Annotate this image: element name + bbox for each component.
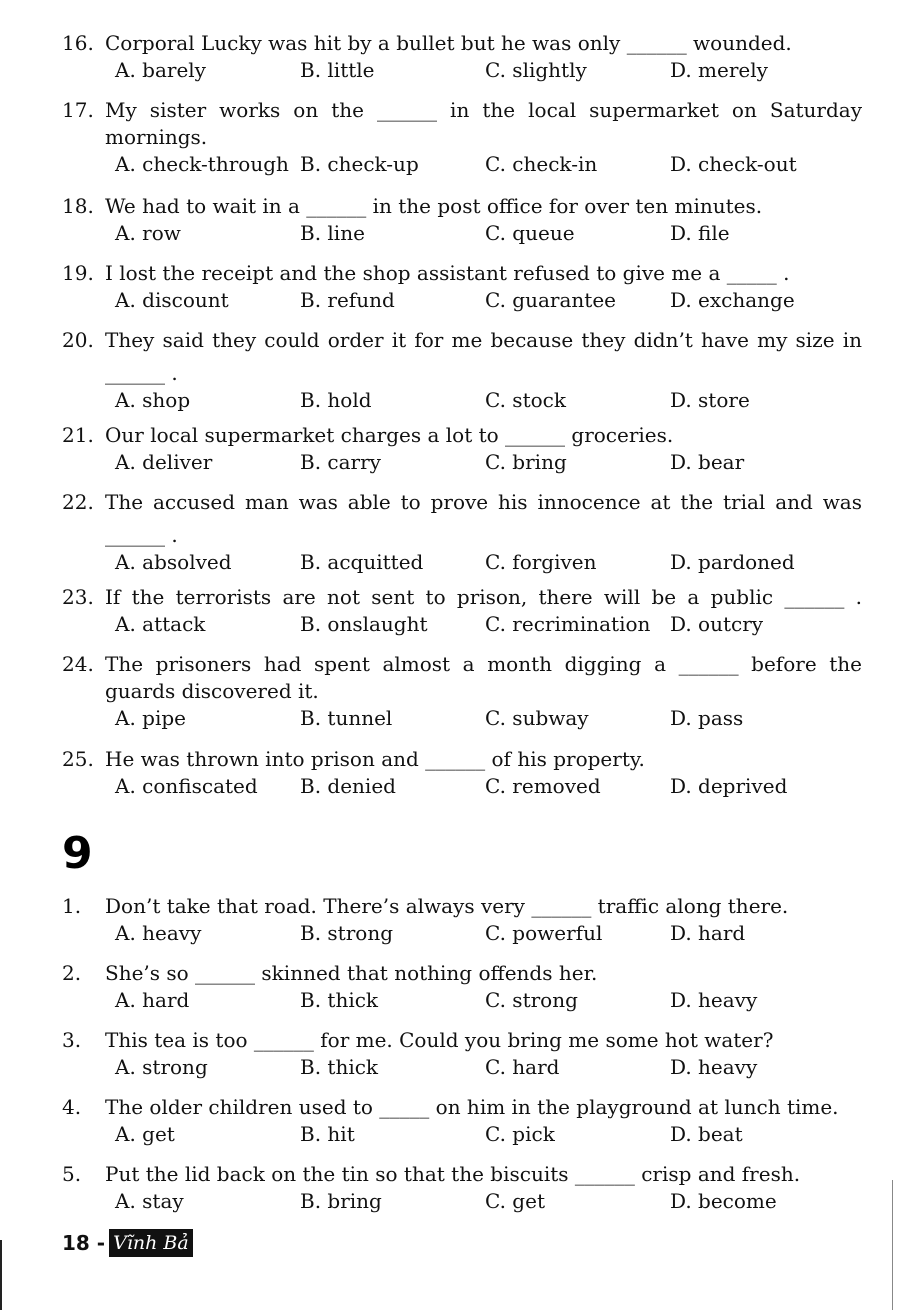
option-c: C. removed bbox=[485, 774, 601, 798]
option-b: B. acquitted bbox=[300, 550, 424, 574]
option-b: B. refund bbox=[300, 288, 395, 312]
scan-edge-mark bbox=[0, 1240, 2, 1310]
option-b: B. bring bbox=[300, 1189, 382, 1213]
option-a: A. pipe bbox=[115, 706, 186, 730]
question-16 bbox=[62, 30, 862, 84]
question-text: This tea is too ______ for me. Could you bring me some hot water? bbox=[105, 1028, 774, 1052]
option-d: D. exchange bbox=[670, 288, 795, 312]
question-number: 22. bbox=[62, 490, 94, 514]
question-3 bbox=[62, 1027, 862, 1081]
question-number: 24. bbox=[62, 652, 94, 676]
option-d: D. check-out bbox=[670, 152, 797, 176]
option-c: C. forgiven bbox=[485, 550, 597, 574]
option-d: D. pardoned bbox=[670, 550, 795, 574]
question-19 bbox=[62, 260, 862, 314]
option-b: B. carry bbox=[300, 450, 381, 474]
question-text: My sister works on the ______ in the local supermarket on Saturday bbox=[105, 98, 862, 122]
option-a: A. row bbox=[115, 221, 181, 245]
option-c: C. hard bbox=[485, 1055, 560, 1079]
option-c: C. bring bbox=[485, 450, 567, 474]
question-text: Our local supermarket charges a lot to ______ groceries. bbox=[105, 423, 674, 447]
option-a: A. stay bbox=[115, 1189, 184, 1213]
question-number: 23. bbox=[62, 585, 94, 609]
question-text: He was thrown into prison and ______ of his property. bbox=[105, 747, 645, 771]
option-c: C. subway bbox=[485, 706, 589, 730]
question-text-continued: guards discovered it. bbox=[105, 679, 319, 703]
option-a: A. shop bbox=[115, 388, 191, 412]
option-d: D. store bbox=[670, 388, 750, 412]
question-18 bbox=[62, 193, 862, 247]
question-4 bbox=[62, 1094, 862, 1148]
option-a: A. barely bbox=[115, 58, 206, 82]
option-a: A. deliver bbox=[115, 450, 213, 474]
option-a: A. attack bbox=[115, 612, 206, 636]
option-a: A. get bbox=[115, 1122, 175, 1146]
option-d: D. merely bbox=[670, 58, 768, 82]
option-a: A. hard bbox=[115, 988, 190, 1012]
question-text: They said they could order it for me because they didn’t have my size in bbox=[105, 328, 862, 352]
option-a: A. discount bbox=[115, 288, 229, 312]
question-text: The accused man was able to prove his innocence at the trial and was bbox=[105, 490, 862, 514]
question-text: We had to wait in a ______ in the post office for over ten minutes. bbox=[105, 194, 763, 218]
question-number: 5. bbox=[62, 1162, 82, 1186]
option-d: D. deprived bbox=[670, 774, 788, 798]
page-number: 18 - bbox=[62, 1231, 106, 1255]
question-number: 20. bbox=[62, 328, 94, 352]
option-a: A. absolved bbox=[115, 550, 232, 574]
section-heading: 9 bbox=[62, 828, 93, 879]
question-text: Corporal Lucky was hit by a bullet but he was only ______ wounded. bbox=[105, 31, 792, 55]
option-b: B. line bbox=[300, 221, 365, 245]
question-text: I lost the receipt and the shop assistant refused to give me a _____ . bbox=[105, 261, 790, 285]
option-d: D. heavy bbox=[670, 988, 758, 1012]
question-text: The older children used to _____ on him in the playground at lunch time. bbox=[105, 1095, 839, 1119]
question-text: Don’t take that road. There’s always very ______ traffic along there. bbox=[105, 894, 789, 918]
option-b: B. denied bbox=[300, 774, 396, 798]
question-17 bbox=[62, 97, 862, 178]
option-c: C. powerful bbox=[485, 921, 603, 945]
option-b: B. thick bbox=[300, 988, 379, 1012]
option-b: B. hold bbox=[300, 388, 372, 412]
question-number: 25. bbox=[62, 747, 94, 771]
option-c: C. queue bbox=[485, 221, 575, 245]
question-25 bbox=[62, 746, 862, 800]
question-22 bbox=[62, 489, 862, 576]
publisher-logo: Vĩnh Bả bbox=[109, 1229, 193, 1257]
option-b: B. thick bbox=[300, 1055, 379, 1079]
question-text: Put the lid back on the tin so that the biscuits ______ crisp and fresh. bbox=[105, 1162, 801, 1186]
option-b: B. little bbox=[300, 58, 375, 82]
option-b: B. hit bbox=[300, 1122, 355, 1146]
option-d: D. outcry bbox=[670, 612, 764, 636]
option-b: B. strong bbox=[300, 921, 393, 945]
option-c: C. slightly bbox=[485, 58, 587, 82]
option-b: B. check-up bbox=[300, 152, 419, 176]
option-d: D. beat bbox=[670, 1122, 743, 1146]
question-5 bbox=[62, 1161, 862, 1215]
question-number: 18. bbox=[62, 194, 94, 218]
option-d: D. hard bbox=[670, 921, 746, 945]
question-21 bbox=[62, 422, 862, 476]
option-d: D. heavy bbox=[670, 1055, 758, 1079]
option-c: C. get bbox=[485, 1189, 545, 1213]
question-2 bbox=[62, 960, 862, 1014]
page-footer bbox=[62, 1228, 193, 1258]
question-number: 16. bbox=[62, 31, 94, 55]
option-b: B. tunnel bbox=[300, 706, 393, 730]
question-text: The prisoners had spent almost a month digging a ______ before the bbox=[105, 652, 862, 676]
option-c: C. pick bbox=[485, 1122, 555, 1146]
question-number: 4. bbox=[62, 1095, 82, 1119]
option-d: D. bear bbox=[670, 450, 745, 474]
question-20 bbox=[62, 327, 862, 414]
option-a: A. confiscated bbox=[115, 774, 258, 798]
question-24 bbox=[62, 651, 862, 732]
question-text-continued: ______ . bbox=[105, 361, 178, 385]
option-d: D. file bbox=[670, 221, 730, 245]
option-c: C. strong bbox=[485, 988, 578, 1012]
question-text-continued: mornings. bbox=[105, 125, 208, 149]
option-b: B. onslaught bbox=[300, 612, 428, 636]
question-number: 3. bbox=[62, 1028, 82, 1052]
option-c: C. check-in bbox=[485, 152, 598, 176]
option-d: D. become bbox=[670, 1189, 777, 1213]
question-text-continued: ______ . bbox=[105, 523, 178, 547]
option-d: D. pass bbox=[670, 706, 744, 730]
scan-edge-mark-right bbox=[892, 1180, 893, 1310]
question-1 bbox=[62, 893, 862, 947]
option-a: A. check-through bbox=[115, 152, 289, 176]
option-c: C. stock bbox=[485, 388, 566, 412]
question-number: 17. bbox=[62, 98, 94, 122]
question-number: 2. bbox=[62, 961, 82, 985]
question-number: 19. bbox=[62, 261, 94, 285]
question-text: She’s so ______ skinned that nothing offends her. bbox=[105, 961, 598, 985]
question-23 bbox=[62, 584, 862, 638]
question-number: 21. bbox=[62, 423, 94, 447]
option-a: A. heavy bbox=[115, 921, 202, 945]
question-text: If the terrorists are not sent to prison, there will be a public ______ . bbox=[105, 585, 862, 609]
option-c: C. guarantee bbox=[485, 288, 616, 312]
option-c: C. recrimination bbox=[485, 612, 651, 636]
option-a: A. strong bbox=[115, 1055, 208, 1079]
question-number: 1. bbox=[62, 894, 82, 918]
